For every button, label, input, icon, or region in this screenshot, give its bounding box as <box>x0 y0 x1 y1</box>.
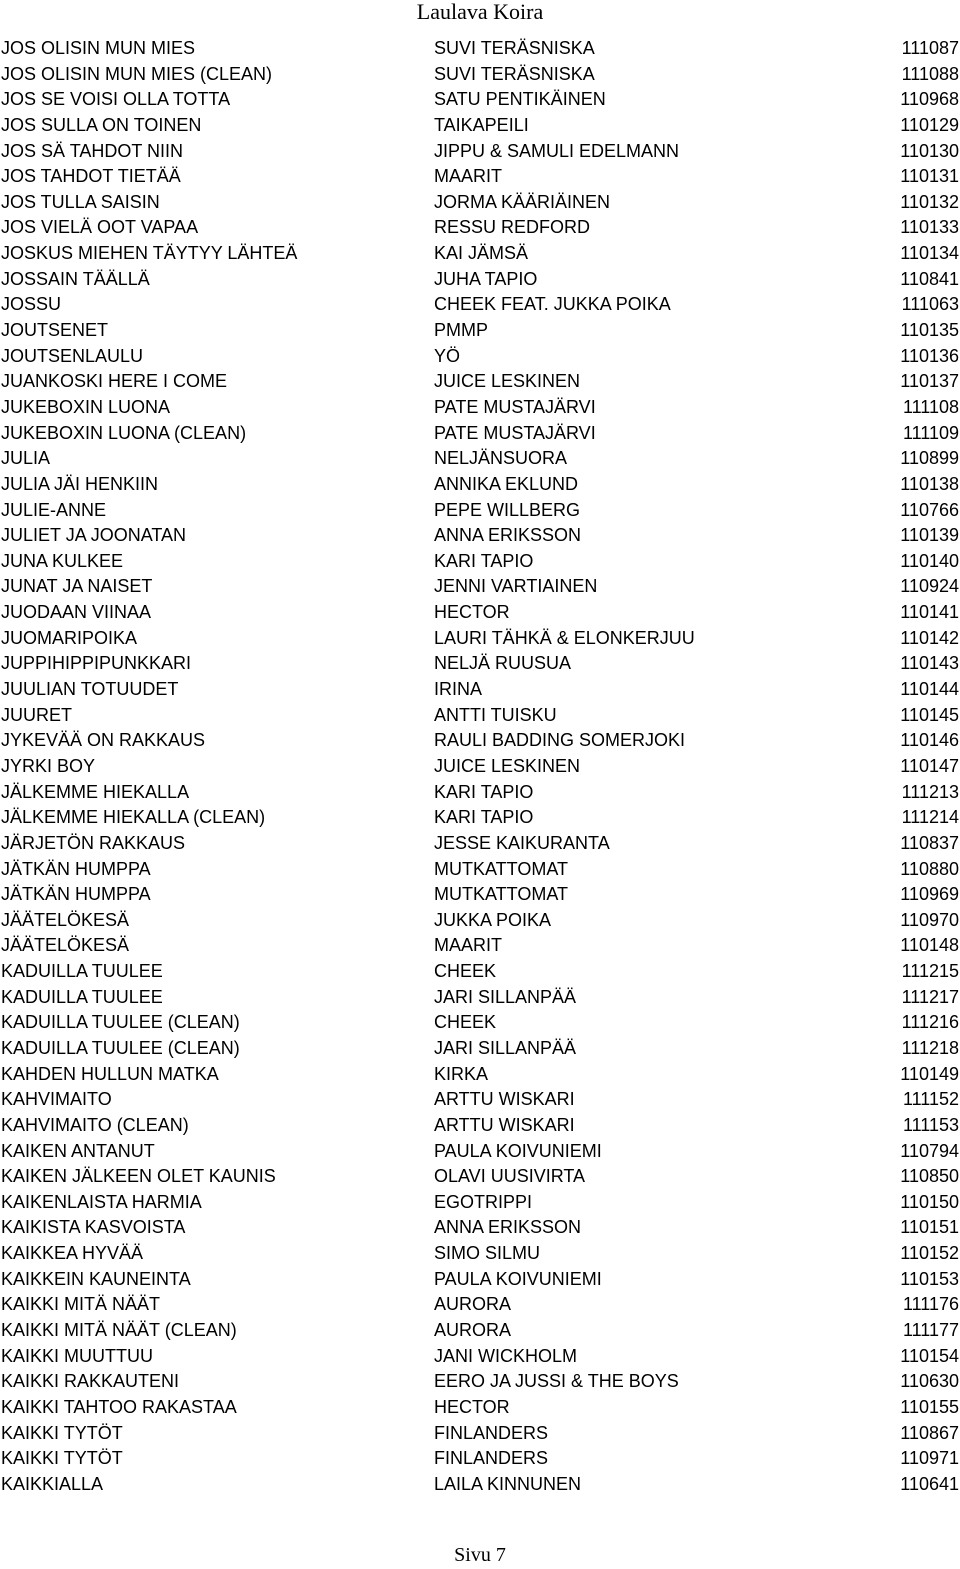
song-title: JUNA KULKEE <box>1 550 124 571</box>
song-code: 110134 <box>900 243 959 264</box>
song-code: 111152 <box>902 1089 959 1110</box>
table-row <box>0 908 960 934</box>
table-row <box>0 959 960 985</box>
table-row <box>0 1113 960 1139</box>
song-artist: YÖ <box>434 345 461 366</box>
song-artist: LAILA KINNUNEN <box>434 1473 582 1494</box>
song-code: 110841 <box>900 268 959 289</box>
song-code: 110130 <box>900 140 959 161</box>
song-code: 111213 <box>901 781 959 802</box>
song-title: KADUILLA TUULEE (CLEAN) <box>1 1012 240 1033</box>
table-row <box>0 651 960 677</box>
table-row <box>0 190 960 216</box>
table-row <box>0 139 960 165</box>
table-row <box>0 1062 960 1088</box>
song-artist: LAURI TÄHKÄ & ELONKERJUU <box>434 627 695 648</box>
song-artist: ARTTU WISKARI <box>434 1089 575 1110</box>
song-artist: CHEEK <box>434 1012 497 1033</box>
song-title: JULIET JA JOONATAN <box>1 525 187 546</box>
song-code: 110969 <box>900 884 959 905</box>
song-code: 111176 <box>902 1294 959 1315</box>
song-code: 110135 <box>900 320 959 341</box>
table-row <box>0 1010 960 1036</box>
song-artist: JIPPU & SAMULI EDELMANN <box>434 140 680 161</box>
song-title: KAIKKI RAKKAUTENI <box>1 1371 180 1392</box>
page-title: Laulava Koira <box>416 0 544 24</box>
song-code: 111217 <box>901 986 959 1007</box>
song-artist: JENNI VARTIAINEN <box>434 576 598 597</box>
song-title: KADUILLA TUULEE (CLEAN) <box>1 1037 240 1058</box>
song-title: JOS SULLA ON TOINEN <box>1 114 202 135</box>
song-title: JUKEBOXIN LUONA (CLEAN) <box>1 422 247 443</box>
song-title: JOS TAHDOT TIETÄÄ <box>1 166 181 187</box>
table-row <box>0 421 960 447</box>
song-title: JYRKI BOY <box>1 755 96 776</box>
page-footer <box>0 1543 960 1567</box>
table-row <box>0 805 960 831</box>
table-row <box>0 626 960 652</box>
song-code: 111153 <box>902 1114 959 1135</box>
song-title: JÄRJETÖN RAKKAUS <box>1 832 186 853</box>
table-row <box>0 1215 960 1241</box>
song-code: 110924 <box>900 576 959 597</box>
table-row <box>0 1139 960 1165</box>
song-artist: PMMP <box>434 320 488 341</box>
song-code: 111177 <box>902 1320 959 1341</box>
song-code: 110144 <box>900 679 959 700</box>
song-title: JOUTSENET <box>1 320 109 341</box>
song-code: 111088 <box>901 63 959 84</box>
song-title: KAIKKI MUUTTUU <box>1 1345 154 1366</box>
song-title: KAIKISTA KASVOISTA <box>1 1217 186 1238</box>
song-artist: PATE MUSTAJÄRVI <box>434 422 596 443</box>
song-title: JÄTKÄN HUMPPA <box>1 858 151 879</box>
table-row <box>0 703 960 729</box>
song-title: KAHVIMAITO (CLEAN) <box>1 1114 189 1135</box>
page-header <box>0 0 960 28</box>
song-title: JUPPIHIPPIPUNKKARI <box>1 653 192 674</box>
table-row <box>0 1036 960 1062</box>
song-artist: SATU PENTIKÄINEN <box>434 89 606 110</box>
song-artist: ANNIKA EKLUND <box>434 473 579 494</box>
song-title: KAIKKI TYTÖT <box>1 1422 123 1443</box>
song-code: 110970 <box>900 909 959 930</box>
table-row <box>0 574 960 600</box>
song-artist: JUICE LESKINEN <box>434 755 581 776</box>
song-title: KAIKENLAISTA HARMIA <box>1 1191 202 1212</box>
table-row <box>0 267 960 293</box>
song-code: 110152 <box>900 1243 959 1264</box>
table-row <box>0 498 960 524</box>
song-title: JOSSU <box>1 294 62 315</box>
song-code: 110971 <box>900 1448 959 1469</box>
song-title: JOUTSENLAULU <box>1 345 144 366</box>
song-title: JUURET <box>1 704 72 725</box>
song-artist: HECTOR <box>434 602 510 623</box>
table-row <box>0 523 960 549</box>
table-row <box>0 87 960 113</box>
song-code: 110850 <box>900 1166 959 1187</box>
song-artist: EERO JA JUSSI & THE BOYS <box>434 1371 679 1392</box>
table-row <box>0 933 960 959</box>
song-code: 110641 <box>900 1473 959 1494</box>
song-title: KAIKKEIN KAUNEINTA <box>1 1268 191 1289</box>
song-artist: PEPE WILLBERG <box>434 499 581 520</box>
song-artist: PAULA KOIVUNIEMI <box>434 1268 602 1289</box>
song-code: 110899 <box>900 448 959 469</box>
song-code: 110133 <box>900 217 959 238</box>
song-code: 111218 <box>901 1037 959 1058</box>
song-artist: MUTKATTOMAT <box>434 858 568 879</box>
song-code: 110837 <box>900 832 959 853</box>
song-artist: JUHA TAPIO <box>434 268 538 289</box>
song-code: 110132 <box>900 191 959 212</box>
song-artist: ANNA ERIKSSON <box>434 525 582 546</box>
table-row <box>0 1421 960 1447</box>
song-code: 111216 <box>901 1012 959 1033</box>
song-code: 110794 <box>900 1140 959 1161</box>
table-row <box>0 1446 960 1472</box>
table-row <box>0 1267 960 1293</box>
song-code: 110136 <box>900 345 959 366</box>
song-artist: JARI SILLANPÄÄ <box>434 986 577 1007</box>
table-row <box>0 1190 960 1216</box>
table-row <box>0 1472 960 1498</box>
song-title: JUODAAN VIINAA <box>1 602 152 623</box>
song-artist: SUVI TERÄSNISKA <box>434 63 595 84</box>
song-code: 110149 <box>900 1063 959 1084</box>
table-row <box>0 1241 960 1267</box>
song-code: 111215 <box>901 961 959 982</box>
song-title: JOS OLISIN MUN MIES <box>1 38 196 58</box>
song-artist: JORMA KÄÄRIÄINEN <box>434 191 611 212</box>
song-artist: CHEEK FEAT. JUKKA POIKA <box>434 294 671 315</box>
song-code: 111063 <box>901 294 959 315</box>
table-row <box>0 344 960 370</box>
song-artist: CHEEK <box>434 961 497 982</box>
song-artist: RAULI BADDING SOMERJOKI <box>434 730 686 751</box>
song-artist: FINLANDERS <box>434 1448 549 1469</box>
table-row <box>0 780 960 806</box>
song-code: 110154 <box>900 1345 959 1366</box>
song-code: 111108 <box>902 396 959 417</box>
song-title: KAIKEN ANTANUT <box>1 1140 155 1161</box>
song-title: KAIKEN JÄLKEEN OLET KAUNIS <box>1 1166 276 1187</box>
song-code: 110145 <box>900 704 959 725</box>
song-title: JOS SE VOISI OLLA TOTTA <box>1 89 231 110</box>
song-title: KAIKKI MITÄ NÄÄT <box>1 1294 161 1315</box>
song-artist: ANTTI TUISKU <box>434 704 557 725</box>
song-code: 110867 <box>900 1422 959 1443</box>
song-title: JUNAT JA NAISET <box>1 576 153 597</box>
song-title: KAIKKI TYTÖT <box>1 1448 123 1469</box>
table-row <box>0 1164 960 1190</box>
table-row <box>0 1318 960 1344</box>
song-title: KADUILLA TUULEE <box>1 961 163 982</box>
table-row <box>0 1087 960 1113</box>
song-code: 110141 <box>900 602 959 623</box>
table-row <box>0 62 960 88</box>
song-title: JOSSAIN TÄÄLLÄ <box>1 268 150 289</box>
song-title: KAIKKIALLA <box>1 1473 104 1494</box>
song-code: 110880 <box>900 858 959 879</box>
song-title: JOS OLISIN MUN MIES (CLEAN) <box>1 63 273 84</box>
song-code: 110131 <box>900 166 959 187</box>
song-code: 110150 <box>900 1191 959 1212</box>
song-artist: JUICE LESKINEN <box>434 371 581 392</box>
song-code: 110153 <box>900 1268 959 1289</box>
song-artist: KIRKA <box>434 1063 489 1084</box>
song-title: JOS SÄ TAHDOT NIIN <box>1 140 184 161</box>
song-title: KAIKKEA HYVÄÄ <box>1 1243 144 1264</box>
table-row <box>0 1292 960 1318</box>
table-row <box>0 36 960 62</box>
song-title: JÄLKEMME HIEKALLA (CLEAN) <box>1 807 266 828</box>
song-artist: JUKKA POIKA <box>434 909 552 930</box>
song-code: 110155 <box>900 1396 959 1417</box>
song-artist: KARI TAPIO <box>434 550 534 571</box>
song-title: JÄLKEMME HIEKALLA <box>1 781 190 802</box>
song-artist: OLAVI UUSIVIRTA <box>434 1166 586 1187</box>
table-row <box>0 1344 960 1370</box>
table-row <box>0 164 960 190</box>
table-row <box>0 369 960 395</box>
song-title: JÄTKÄN HUMPPA <box>1 884 151 905</box>
song-code: 110148 <box>900 935 959 956</box>
page-number: Sivu 7 <box>454 1544 506 1566</box>
song-code: 110137 <box>900 371 959 392</box>
song-title: JOSKUS MIEHEN TÄYTYY LÄHTEÄ <box>1 243 298 264</box>
song-code: 110968 <box>900 89 959 110</box>
song-title: JÄÄTELÖKESÄ <box>1 935 130 956</box>
table-row <box>0 677 960 703</box>
song-artist: HECTOR <box>434 1396 510 1417</box>
table-row <box>0 241 960 267</box>
song-code: 110142 <box>900 627 959 648</box>
table-row <box>0 113 960 139</box>
song-artist: JESSE KAIKURANTA <box>434 832 610 853</box>
table-row <box>0 985 960 1011</box>
song-code: 110139 <box>900 525 959 546</box>
song-code: 111214 <box>901 807 959 828</box>
song-title: JULIE-ANNE <box>1 499 107 520</box>
song-artist: NELJÄNSUORA <box>434 448 568 469</box>
song-artist: TAIKAPEILI <box>434 114 529 135</box>
song-artist: FINLANDERS <box>434 1422 549 1443</box>
song-artist: KAI JÄMSÄ <box>434 243 529 264</box>
song-title: JUOMARIPOIKA <box>1 627 138 648</box>
song-artist: NELJÄ RUUSUA <box>434 653 572 674</box>
table-row <box>0 1395 960 1421</box>
table-row <box>0 292 960 318</box>
song-title: JUKEBOXIN LUONA <box>1 396 171 417</box>
song-table <box>0 36 960 1498</box>
song-code: 111109 <box>902 422 959 443</box>
song-artist: KARI TAPIO <box>434 807 534 828</box>
song-title: KAHVIMAITO <box>1 1089 112 1110</box>
song-artist: RESSU REDFORD <box>434 217 591 238</box>
song-artist: IRINA <box>434 679 483 700</box>
song-code: 110151 <box>900 1217 959 1238</box>
song-code: 110138 <box>900 473 959 494</box>
song-title: JYKEVÄÄ ON RAKKAUS <box>1 730 206 751</box>
song-title: JULIA JÄI HENKIIN <box>1 473 159 494</box>
song-title: JULIA <box>1 448 51 469</box>
song-title: JÄÄTELÖKESÄ <box>1 909 130 930</box>
song-title: KADUILLA TUULEE <box>1 986 163 1007</box>
song-code: 110129 <box>900 114 959 135</box>
song-artist: MAARIT <box>434 935 503 956</box>
song-artist: JANI WICKHOLM <box>434 1345 578 1366</box>
table-row <box>0 318 960 344</box>
song-artist: PAULA KOIVUNIEMI <box>434 1140 602 1161</box>
song-code: 111087 <box>901 38 959 58</box>
song-artist: AURORA <box>434 1294 512 1315</box>
song-title: JUULIAN TOTUUDET <box>1 679 179 700</box>
song-title: JUANKOSKI HERE I COME <box>1 371 228 392</box>
song-title: JOS TULLA SAISIN <box>1 191 160 212</box>
song-artist: AURORA <box>434 1320 512 1341</box>
song-artist: SUVI TERÄSNISKA <box>434 38 595 58</box>
table-row <box>0 472 960 498</box>
song-code: 110143 <box>900 653 959 674</box>
song-title: JOS VIELÄ OOT VAPAA <box>1 217 199 238</box>
table-row <box>0 1369 960 1395</box>
table-row <box>0 215 960 241</box>
song-code: 110140 <box>900 550 959 571</box>
song-artist: ANNA ERIKSSON <box>434 1217 582 1238</box>
table-row <box>0 754 960 780</box>
table-row <box>0 728 960 754</box>
song-code: 110766 <box>900 499 959 520</box>
table-row <box>0 446 960 472</box>
song-artist: MAARIT <box>434 166 503 187</box>
table-row <box>0 600 960 626</box>
table-row <box>0 831 960 857</box>
table-row <box>0 395 960 421</box>
song-title: KAHDEN HULLUN MATKA <box>1 1063 219 1084</box>
table-row <box>0 549 960 575</box>
song-artist: EGOTRIPPI <box>434 1191 533 1212</box>
song-artist: KARI TAPIO <box>434 781 534 802</box>
song-artist: PATE MUSTAJÄRVI <box>434 396 596 417</box>
song-artist: JARI SILLANPÄÄ <box>434 1037 577 1058</box>
song-code: 110630 <box>900 1371 959 1392</box>
table-row <box>0 882 960 908</box>
song-artist: ARTTU WISKARI <box>434 1114 575 1135</box>
song-title: KAIKKI MITÄ NÄÄT (CLEAN) <box>1 1320 237 1341</box>
song-artist: MUTKATTOMAT <box>434 884 568 905</box>
song-artist: SIMO SILMU <box>434 1243 541 1264</box>
song-code: 110146 <box>900 730 959 751</box>
table-row <box>0 857 960 883</box>
song-title: KAIKKI TAHTOO RAKASTAA <box>1 1396 237 1417</box>
song-code: 110147 <box>900 755 959 776</box>
